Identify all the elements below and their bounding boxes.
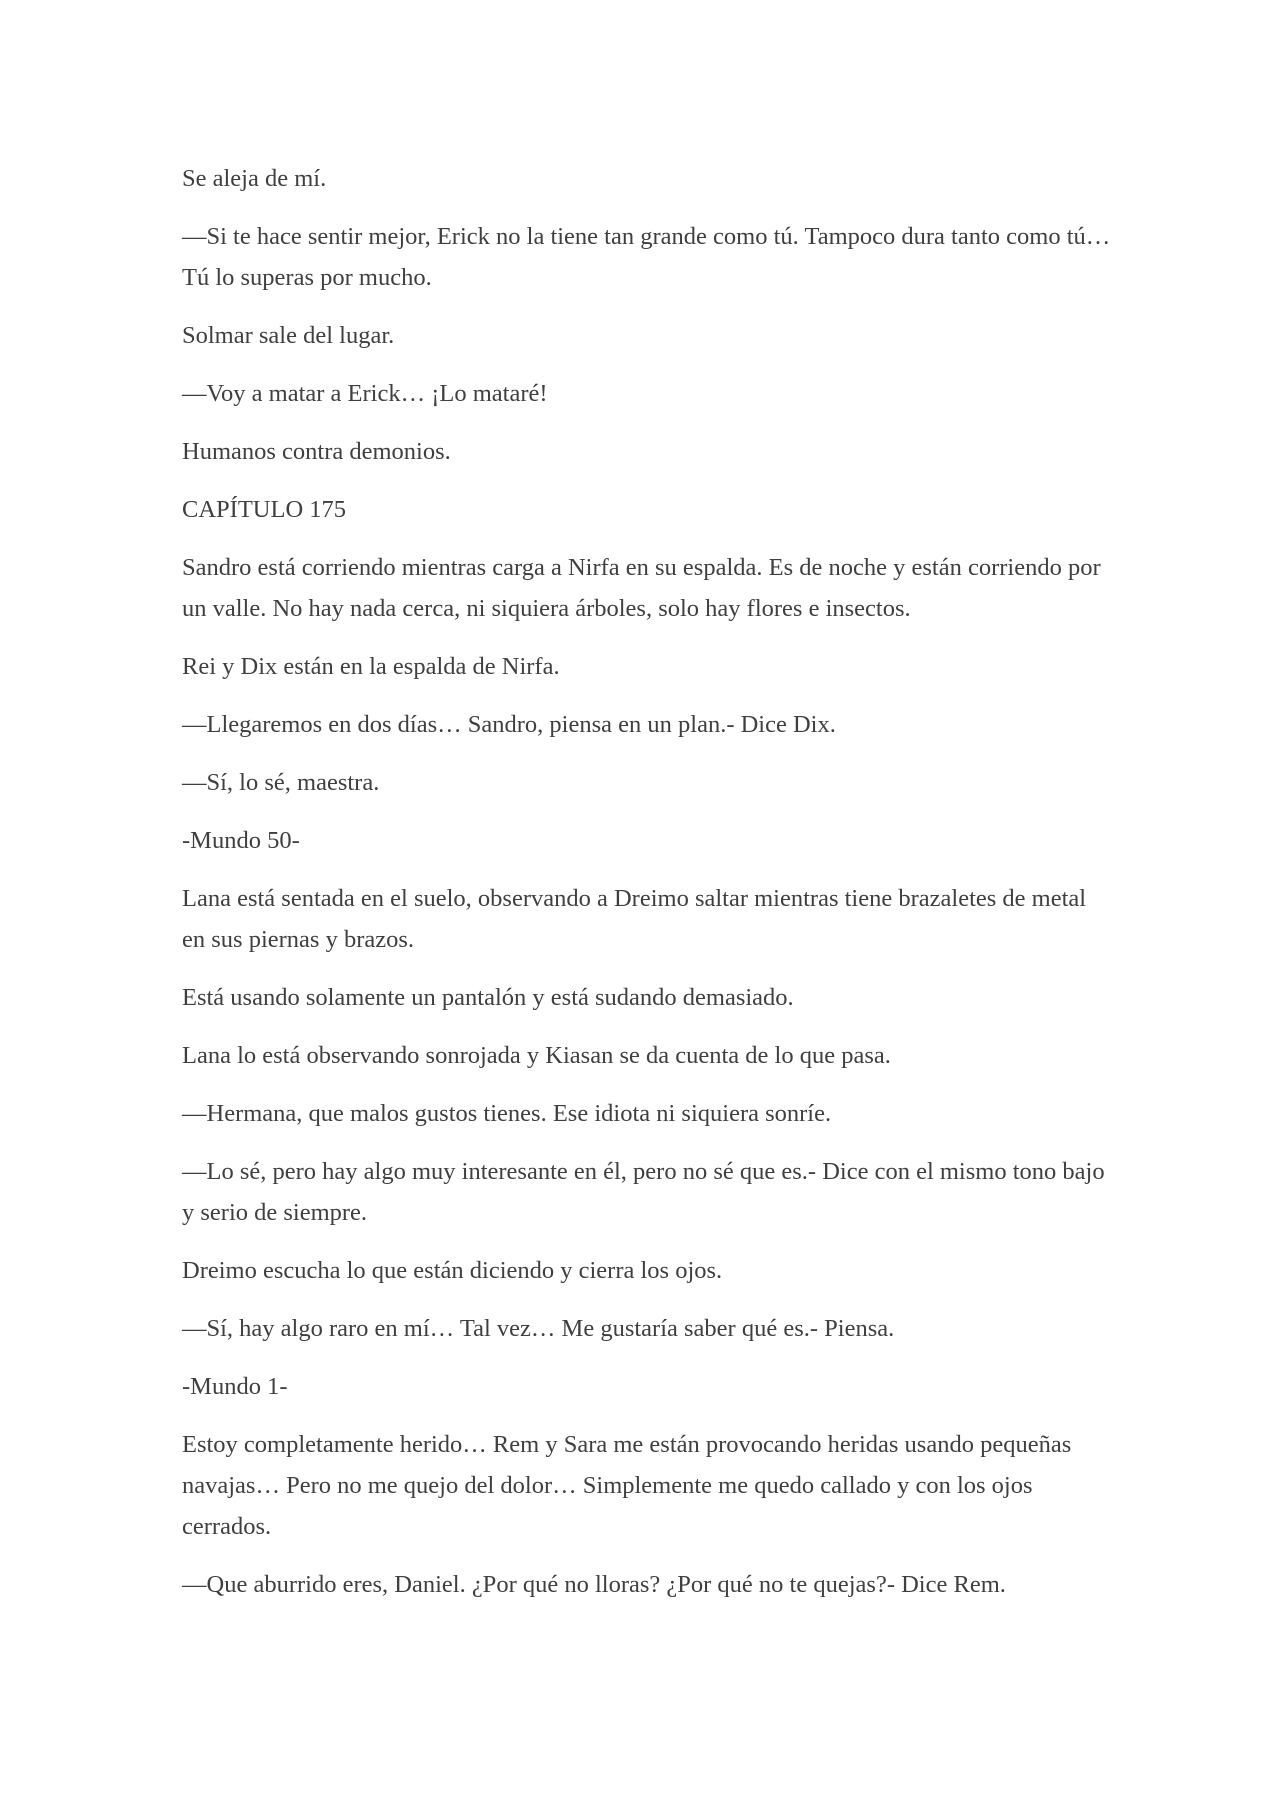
paragraph: —Sí, hay algo raro en mí… Tal vez… Me gustaría saber qué es.- Piensa.: [182, 1315, 895, 1342]
paragraph: —Que aburrido eres, Daniel. ¿Por qué no lloras? ¿Por qué no te quejas?- Dice Rem.: [182, 1571, 1006, 1598]
paragraph: Humanos contra demonios.: [182, 438, 451, 465]
paragraph: Rei y Dix están en la espalda de Nirfa.: [182, 653, 560, 680]
paragraph: Dreimo escucha lo que están diciendo y cierra los ojos.: [182, 1257, 723, 1284]
paragraph: Lana lo está observando sonrojada y Kiasan se da cuenta de lo que pasa.: [182, 1042, 891, 1069]
paragraph: —Si te hace sentir mejor, Erick no la tiene tan grande como tú. Tampoco dura tanto como tú… Tú lo superas por mucho.: [182, 223, 1111, 291]
document-body: [182, 158, 1112, 1622]
paragraph: —Lo sé, pero hay algo muy interesante en él, pero no sé que es.- Dice con el mismo tono bajo y serio de siempre.: [182, 1158, 1105, 1226]
paragraph: Lana está sentada en el suelo, observando a Dreimo saltar mientras tiene brazaletes de metal en sus piernas y brazos.: [182, 885, 1087, 953]
paragraph: —Llegaremos en dos días… Sandro, piensa en un plan.- Dice Dix.: [182, 711, 836, 738]
section-marker: -Mundo 50-: [182, 827, 300, 854]
paragraph: Se aleja de mí.: [182, 165, 327, 192]
paragraph: Solmar sale del lugar.: [182, 322, 395, 349]
paragraph: —Hermana, que malos gustos tienes. Ese idiota ni siquiera sonríe.: [182, 1100, 832, 1127]
paragraph: —Voy a matar a Erick… ¡Lo mataré!: [182, 380, 548, 407]
paragraph: Está usando solamente un pantalón y está sudando demasiado.: [182, 984, 794, 1011]
paragraph: Sandro está corriendo mientras carga a Nirfa en su espalda. Es de noche y están corriendo por un valle. No hay nada cerca, ni siquiera árboles, solo hay flores e insectos.: [182, 554, 1101, 622]
paragraph: —Sí, lo sé, maestra.: [182, 769, 380, 796]
chapter-heading: CAPÍTULO 175: [182, 496, 347, 523]
paragraph: Estoy completamente herido… Rem y Sara me están provocando heridas usando pequeñas navajas… Pero no me quejo del dolor… Simplemente me quedo callado y con los ojos cerrados.: [182, 1431, 1072, 1540]
section-marker: -Mundo 1-: [182, 1373, 288, 1400]
